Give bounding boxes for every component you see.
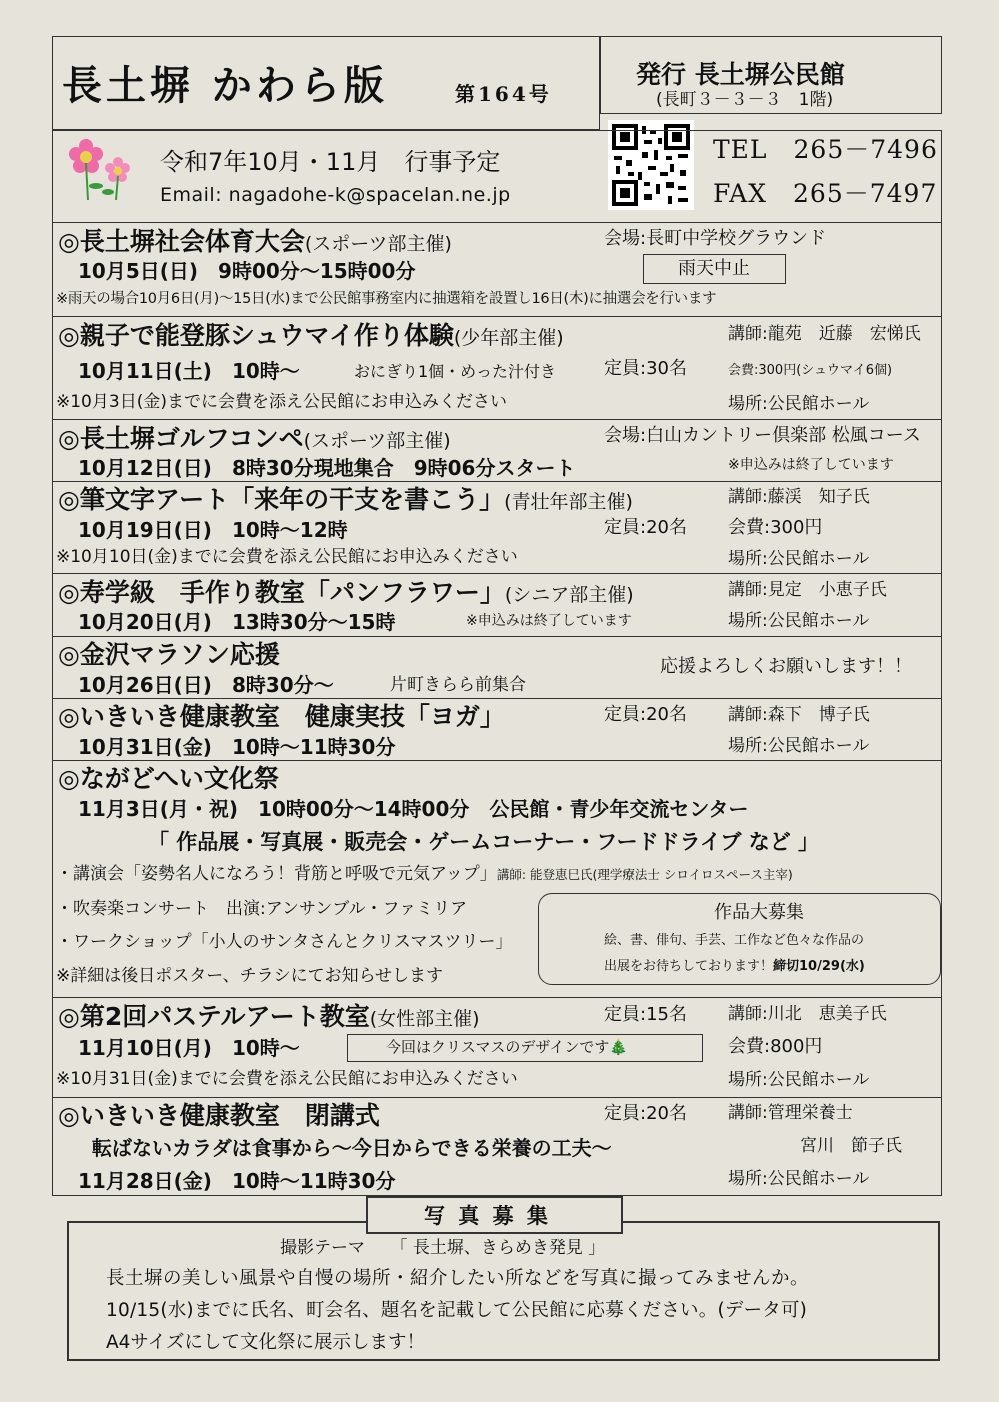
event-extra: おにぎり1個・めった汁付き bbox=[354, 362, 557, 381]
event-date: 10月11日(土) 10時～ bbox=[78, 359, 300, 383]
event-capacity: 定員:20名 bbox=[604, 517, 687, 538]
event-venue: 会場:長町中学校グラウンド bbox=[604, 228, 827, 249]
photo-line2: 10/15(水)までに氏名、町会名、題名を記載して公民館に応募ください。(データ可) bbox=[106, 1300, 808, 1321]
event-lecturer-name: 宮川 節子氏 bbox=[800, 1136, 902, 1156]
event-lecturer: 講師:龍苑 近藤 宏悌氏 bbox=[728, 324, 921, 344]
telephone: TEL 265－7496 bbox=[713, 135, 938, 164]
divider bbox=[52, 316, 942, 317]
event-lecturer: 講師:川北 恵美子氏 bbox=[728, 1004, 887, 1024]
entry-call-line1: 絵、書、俳句、手芸、工作など色々な作品の bbox=[604, 933, 865, 948]
event-note: ※10月3日(金)までに会費を添え公民館にお申込みください bbox=[56, 392, 507, 412]
divider bbox=[52, 997, 942, 998]
issue-number: 第164号 bbox=[455, 82, 552, 106]
event-fee: 会費:800円 bbox=[728, 1036, 823, 1057]
event-title: ◎長土塀ゴルフコンペ(スポーツ部主催) bbox=[58, 424, 451, 453]
publisher-address: (長町３－３－３ 1階) bbox=[656, 90, 834, 110]
event-capacity: 定員:30名 bbox=[604, 358, 687, 379]
event-lecturer: 講師:見定 小恵子氏 bbox=[728, 580, 887, 600]
email[interactable]: Email: nagadohe-k@spacelan.ne.jp bbox=[160, 184, 511, 206]
event-theme: 今回はクリスマスのデザインです🎄 bbox=[386, 1038, 629, 1056]
event-fee: 会費:300円(シュウマイ6個) bbox=[728, 363, 893, 378]
divider bbox=[52, 1097, 942, 1098]
photo-line3: A4サイズにして文化祭に展示します！ bbox=[106, 1332, 425, 1353]
event-fee: 会費:300円 bbox=[728, 517, 823, 538]
event-host: (女性部主催) bbox=[369, 1008, 480, 1030]
event-place: 場所:公民館ホール bbox=[728, 736, 870, 756]
festival-workshop: ・ワークショップ「小人のサンタさんとクリスマスツリー」 bbox=[56, 932, 513, 952]
event-host: (青壮年部主催) bbox=[504, 491, 633, 513]
event-title: ◎ながどへい文化祭 bbox=[58, 764, 279, 793]
event-place: 場所:公民館ホール bbox=[728, 394, 870, 414]
event-lecturer: 講師:藤渓 知子氏 bbox=[728, 487, 870, 507]
divider bbox=[52, 481, 942, 482]
event-lecturer: 講師:管理栄養士 bbox=[728, 1103, 853, 1123]
event-host: (スポーツ部主催) bbox=[304, 233, 452, 255]
event-date: 10月26日(日) 8時30分～ bbox=[78, 673, 334, 697]
event-date: 11月28日(金) 10時～11時30分 bbox=[78, 1169, 396, 1193]
newsletter-title: 長土塀 かわら版 bbox=[62, 62, 388, 109]
event-capacity: 定員:20名 bbox=[604, 1103, 687, 1124]
event-title: ◎筆文字アート「来年の干支を書こう」(青壮年部主催) bbox=[58, 485, 633, 514]
event-place: 場所:公民館ホール bbox=[728, 549, 870, 569]
event-note: ※10月31日(金)までに会費を添え公民館にお申込みください bbox=[56, 1069, 518, 1089]
event-venue: 会場:白山カントリー倶楽部 松風コース bbox=[604, 425, 921, 446]
event-title: ◎親子で能登豚シュウマイ作り体験(少年部主催) bbox=[58, 321, 564, 350]
divider bbox=[52, 222, 942, 223]
event-note: ※10月10日(金)までに会費を添え公民館にお申込みください bbox=[56, 547, 518, 567]
photo-theme: 撮影テーマ 「 長土塀、きらめき発見 」 bbox=[280, 1238, 606, 1258]
festival-highlights: 「 作品展・写真展・販売会・ゲームコーナー・フードドライブ など 」 bbox=[148, 830, 820, 854]
event-title: ◎金沢マラソン応援 bbox=[58, 640, 280, 669]
event-place: 場所:公民館ホール bbox=[728, 611, 870, 631]
event-host: (シニア部主催) bbox=[504, 584, 634, 606]
event-note: ※申込みは終了しています bbox=[466, 613, 632, 629]
event-title: ◎いきいき健康教室 健康実技「ヨガ」 bbox=[58, 702, 505, 731]
publisher: 発行 長土塀公民館 bbox=[636, 60, 845, 89]
event-note: ※雨天の場合10月6日(月)～15日(水)まで公民館事務室内に抽選箱を設置し16日(木)に抽選会を行います bbox=[56, 291, 717, 307]
rain-cancel-label: 雨天中止 bbox=[678, 258, 750, 279]
photo-line1: 長土塀の美しい風景や自慢の場所・紹介したい所などを写真に撮ってみませんか。 bbox=[106, 1268, 810, 1289]
schedule-subtitle: 令和7年10月・11月 行事予定 bbox=[160, 148, 501, 176]
event-date: 11月3日(月・祝) 10時00分～14時00分 公民館・青少年交流センター bbox=[78, 797, 749, 821]
entry-deadline: 締切10/29(水) bbox=[773, 959, 865, 974]
entry-call-title: 作品大募集 bbox=[714, 902, 804, 923]
event-meeting-point: 片町きらら前集合 bbox=[390, 675, 526, 695]
event-place: 場所:公民館ホール bbox=[728, 1070, 870, 1090]
entry-call-line2: 出展をお待ちしております！締切10/29(水) bbox=[604, 959, 865, 974]
divider bbox=[52, 636, 942, 637]
event-note: ※申込みは終了しています bbox=[728, 457, 894, 473]
cheer-message: 応援よろしくお願いします！！ bbox=[660, 656, 912, 677]
event-subtitle: 転ばないカラダは食事から～今日からできる栄養の工夫～ bbox=[92, 1136, 612, 1160]
event-title: ◎長土塀社会体育大会(スポーツ部主催) bbox=[58, 227, 452, 256]
divider bbox=[52, 419, 942, 420]
event-title: ◎いきいき健康教室 閉講式 bbox=[58, 1101, 380, 1130]
event-capacity: 定員:20名 bbox=[604, 704, 687, 725]
event-place: 場所:公民館ホール bbox=[728, 1169, 870, 1189]
divider bbox=[52, 760, 942, 761]
event-title: ◎第2回パステルアート教室(女性部主催) bbox=[58, 1002, 480, 1031]
event-capacity: 定員:15名 bbox=[604, 1004, 687, 1025]
divider bbox=[52, 698, 942, 699]
event-title: ◎寿学級 手作り教室「パンフラワー」(シニア部主催) bbox=[58, 578, 634, 607]
event-date: 10月19日(日) 10時～12時 bbox=[78, 518, 348, 542]
festival-concert: ・吹奏楽コンサート 出演:アンサンブル・ファミリア bbox=[56, 899, 468, 919]
festival-lecture: ・講演会「姿勢名人になろう！背筋と呼吸で元気アップ」講師: 能登恵巳氏(理学療法士 シロイロスペース主宰) bbox=[56, 864, 793, 884]
event-lecturer: 講師:森下 博子氏 bbox=[728, 705, 870, 725]
event-date: 10月31日(金) 10時～11時30分 bbox=[78, 735, 396, 759]
event-host: (少年部主催) bbox=[453, 327, 564, 349]
event-host: (スポーツ部主催) bbox=[303, 430, 451, 452]
festival-details: ※詳細は後日ポスター、チラシにてお知らせします bbox=[56, 966, 444, 986]
festival-lecturer: 講師: 能登恵巳氏(理学療法士 シロイロスペース主宰) bbox=[496, 867, 793, 882]
event-date: 11月10日(月) 10時～ bbox=[78, 1036, 300, 1060]
event-date: 10月12日(日) 8時30分現地集合 9時06分スタート bbox=[78, 456, 576, 480]
event-date: 10月20日(月) 13時30分～15時 bbox=[78, 610, 396, 634]
fax: FAX 265－7497 bbox=[713, 179, 938, 208]
photo-heading: 写 真 募 集 bbox=[424, 1204, 551, 1228]
event-date: 10月5日(日) 9時00分～15時00分 bbox=[78, 259, 416, 283]
divider bbox=[52, 573, 942, 574]
